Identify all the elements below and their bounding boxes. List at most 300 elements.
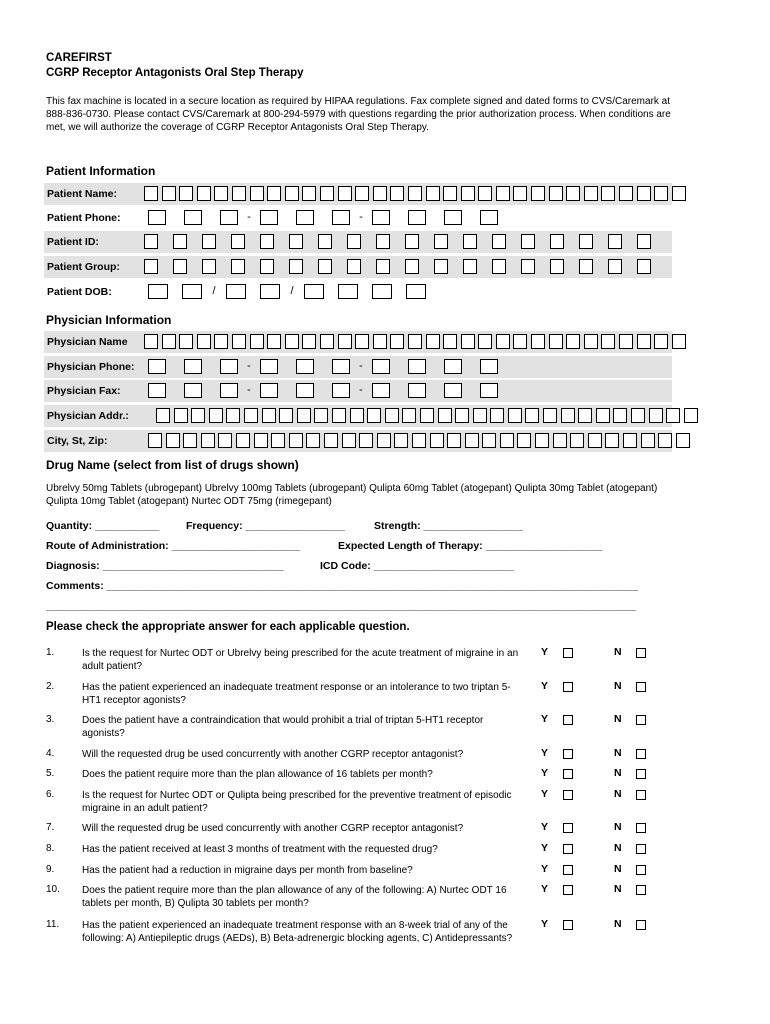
physician-addr-boxes[interactable] <box>156 408 701 423</box>
char-box[interactable] <box>197 186 211 201</box>
char-box[interactable] <box>658 433 672 448</box>
char-box[interactable] <box>260 284 280 299</box>
char-box[interactable] <box>289 234 303 249</box>
yes-checkbox[interactable] <box>563 769 573 779</box>
route-field[interactable]: Route of Administration: ______________________ <box>46 540 301 552</box>
char-box[interactable] <box>549 334 563 349</box>
yes-label: Y <box>541 821 549 833</box>
yes-label: Y <box>541 842 549 854</box>
char-box[interactable] <box>262 408 276 423</box>
char-box[interactable] <box>220 210 238 225</box>
char-box[interactable] <box>332 210 350 225</box>
char-box[interactable] <box>405 234 419 249</box>
char-box[interactable] <box>492 234 506 249</box>
char-box[interactable] <box>373 334 387 349</box>
char-box[interactable] <box>473 408 487 423</box>
patient-name-row <box>44 183 672 205</box>
patient-phone-label: Patient Phone: <box>47 212 121 224</box>
patient-id-label: Patient ID: <box>47 236 99 248</box>
char-box[interactable] <box>619 186 633 201</box>
question-number: 7. <box>46 822 55 833</box>
char-box[interactable] <box>480 210 498 225</box>
char-box[interactable] <box>408 334 422 349</box>
char-box[interactable] <box>492 259 506 274</box>
char-box[interactable] <box>513 186 527 201</box>
char-box[interactable] <box>461 334 475 349</box>
char-box[interactable] <box>408 383 426 398</box>
question-number: 8. <box>46 843 55 854</box>
char-box[interactable] <box>236 433 250 448</box>
char-box[interactable] <box>304 284 324 299</box>
char-box[interactable] <box>390 334 404 349</box>
patient-name-boxes[interactable] <box>144 186 689 201</box>
question-text: Is the request for Nurtec ODT or Ubrelvy being prescribed for the acute treatment of migraine in an adult patient? <box>82 648 519 672</box>
physician-fax-row <box>44 380 672 402</box>
no-checkbox[interactable] <box>636 648 646 658</box>
char-box[interactable] <box>318 259 332 274</box>
no-label: N <box>614 863 622 875</box>
question-number: 10. <box>46 884 60 895</box>
physician-name-label: Physician Name <box>47 336 128 348</box>
char-box[interactable] <box>443 186 457 201</box>
char-box[interactable] <box>254 433 268 448</box>
char-box[interactable] <box>179 334 193 349</box>
char-box[interactable] <box>184 383 202 398</box>
question-text: Has the patient received at least 3 months of treatment with the requested drug? <box>82 844 438 855</box>
char-box[interactable] <box>332 408 346 423</box>
char-box[interactable] <box>183 433 197 448</box>
questions-heading: Please check the appropriate answer for each applicable question. <box>46 621 410 633</box>
no-label: N <box>614 713 622 725</box>
char-box[interactable] <box>318 234 332 249</box>
char-box[interactable] <box>496 334 510 349</box>
yes-checkbox[interactable] <box>563 885 573 895</box>
question-number: 2. <box>46 681 55 692</box>
char-box[interactable] <box>579 234 593 249</box>
char-box[interactable] <box>296 359 314 374</box>
char-box[interactable] <box>162 334 176 349</box>
char-box[interactable] <box>465 433 479 448</box>
char-box[interactable] <box>500 433 514 448</box>
char-box[interactable] <box>376 234 390 249</box>
char-box[interactable] <box>232 334 246 349</box>
char-box[interactable] <box>285 334 299 349</box>
yes-checkbox[interactable] <box>563 865 573 875</box>
patient-group-boxes[interactable] <box>144 259 666 274</box>
char-box[interactable] <box>649 408 663 423</box>
patient-group-row <box>44 256 672 278</box>
char-box[interactable] <box>623 433 637 448</box>
char-box[interactable] <box>408 359 426 374</box>
char-box[interactable] <box>372 383 390 398</box>
yes-checkbox[interactable] <box>563 749 573 759</box>
char-box[interactable] <box>478 334 492 349</box>
no-checkbox[interactable] <box>636 920 646 930</box>
char-box[interactable] <box>144 334 158 349</box>
char-box[interactable] <box>338 284 358 299</box>
char-box[interactable] <box>285 186 299 201</box>
char-box[interactable] <box>420 408 434 423</box>
char-box[interactable] <box>406 284 426 299</box>
char-box[interactable] <box>637 234 651 249</box>
char-box[interactable] <box>684 408 698 423</box>
char-box[interactable] <box>402 408 416 423</box>
char-box[interactable] <box>144 259 158 274</box>
yes-checkbox[interactable] <box>563 844 573 854</box>
char-box[interactable] <box>182 284 202 299</box>
char-box[interactable] <box>144 234 158 249</box>
yes-label: Y <box>541 863 549 875</box>
yes-checkbox[interactable] <box>563 920 573 930</box>
char-box[interactable] <box>260 210 278 225</box>
char-box[interactable] <box>641 433 655 448</box>
char-box[interactable] <box>605 433 619 448</box>
char-box[interactable] <box>306 433 320 448</box>
physician-name-boxes[interactable] <box>144 334 689 349</box>
no-checkbox[interactable] <box>636 823 646 833</box>
separator: - <box>359 360 363 372</box>
physician-phone-row <box>44 356 672 378</box>
char-box[interactable] <box>148 210 166 225</box>
char-box[interactable] <box>513 334 527 349</box>
char-box[interactable] <box>570 433 584 448</box>
strength-field[interactable]: Strength: _________________ <box>374 520 523 532</box>
char-box[interactable] <box>608 259 622 274</box>
char-box[interactable] <box>444 210 462 225</box>
question-number: 3. <box>46 714 55 725</box>
char-box[interactable] <box>596 408 610 423</box>
form-title: CGRP Receptor Antagonists Oral Step Therapy <box>46 67 304 79</box>
physician-city-label: City, St, Zip: <box>47 435 108 447</box>
char-box[interactable] <box>232 186 246 201</box>
yes-checkbox[interactable] <box>563 682 573 692</box>
yes-label: Y <box>541 788 549 800</box>
physician-fax-label: Physician Fax: <box>47 385 121 397</box>
char-box[interactable] <box>412 433 426 448</box>
patient-name-label: Patient Name: <box>47 188 118 200</box>
char-box[interactable] <box>214 334 228 349</box>
patient-dob-boxes[interactable] <box>148 284 440 299</box>
drug-list: Ubrelvy 50mg Tablets (ubrogepant) Ubrelvy 100mg Tablets (ubrogepant) Qulipta 60mg Tablet (atogepant) Qulipta 30mg Tablet (atogepant) Qulipta 10mg Tablet (atogepant) Nurtec ODT 75mg (rimegepant) <box>46 483 658 507</box>
char-box[interactable] <box>478 186 492 201</box>
char-box[interactable] <box>260 259 274 274</box>
char-box[interactable] <box>578 408 592 423</box>
char-box[interactable] <box>174 408 188 423</box>
patient-id-row <box>44 231 672 253</box>
patient-phone-boxes[interactable] <box>148 210 516 225</box>
char-box[interactable] <box>220 383 238 398</box>
diagnosis-field[interactable]: Diagnosis: _______________________________ <box>46 560 284 572</box>
char-box[interactable] <box>372 284 392 299</box>
char-box[interactable] <box>549 186 563 201</box>
char-box[interactable] <box>179 186 193 201</box>
char-box[interactable] <box>461 186 475 201</box>
char-box[interactable] <box>148 284 168 299</box>
separator: / <box>212 285 216 297</box>
char-box[interactable] <box>601 186 615 201</box>
yes-label: Y <box>541 747 549 759</box>
char-box[interactable] <box>490 408 504 423</box>
question-text: Has the patient experienced an inadequate treatment response with an 8-week trial of any of the following: A) Antiepileptic drugs (AEDs), B) Beta-adrenergic blocking agents, C) Antidepressants? <box>82 920 513 944</box>
separator: - <box>247 211 251 223</box>
char-box[interactable] <box>637 186 651 201</box>
yes-label: Y <box>541 883 549 895</box>
char-box[interactable] <box>166 433 180 448</box>
char-box[interactable] <box>408 186 422 201</box>
char-box[interactable] <box>372 359 390 374</box>
quantity-field[interactable]: Quantity: ___________ <box>46 520 160 532</box>
char-box[interactable] <box>338 334 352 349</box>
yes-checkbox[interactable] <box>563 648 573 658</box>
no-label: N <box>614 883 622 895</box>
char-box[interactable] <box>191 408 205 423</box>
char-box[interactable] <box>342 433 356 448</box>
char-box[interactable] <box>289 259 303 274</box>
physician-info-heading: Physician Information <box>46 313 172 327</box>
icd-code-field[interactable]: ICD Code: ________________________ <box>320 560 514 572</box>
char-box[interactable] <box>260 383 278 398</box>
question-text: Will the requested drug be used concurrently with another CGRP receptor antagonist? <box>82 749 464 760</box>
char-box[interactable] <box>148 359 166 374</box>
char-box[interactable] <box>162 186 176 201</box>
char-box[interactable] <box>279 408 293 423</box>
char-box[interactable] <box>314 408 328 423</box>
char-box[interactable] <box>144 186 158 201</box>
char-box[interactable] <box>355 334 369 349</box>
char-box[interactable] <box>480 383 498 398</box>
char-box[interactable] <box>566 334 580 349</box>
char-box[interactable] <box>531 186 545 201</box>
char-box[interactable] <box>373 186 387 201</box>
question-number: 1. <box>46 647 55 658</box>
frequency-field[interactable]: Frequency: _________________ <box>186 520 345 532</box>
char-box[interactable] <box>376 259 390 274</box>
char-box[interactable] <box>517 433 531 448</box>
physician-addr-label: Physician Addr.: <box>47 410 129 422</box>
char-box[interactable] <box>408 210 426 225</box>
char-box[interactable] <box>148 383 166 398</box>
char-box[interactable] <box>350 408 364 423</box>
no-label: N <box>614 918 622 930</box>
char-box[interactable] <box>430 433 444 448</box>
no-label: N <box>614 842 622 854</box>
yes-checkbox[interactable] <box>563 790 573 800</box>
char-box[interactable] <box>619 334 633 349</box>
char-box[interactable] <box>231 234 245 249</box>
char-box[interactable] <box>197 334 211 349</box>
char-box[interactable] <box>296 383 314 398</box>
char-box[interactable] <box>463 259 477 274</box>
char-box[interactable] <box>250 186 264 201</box>
yes-label: Y <box>541 713 549 725</box>
char-box[interactable] <box>447 433 461 448</box>
char-box[interactable] <box>455 408 469 423</box>
question-text: Is the request for Nurtec ODT or Qulipta being prescribed for the preventive treatment of episodic migraine in an adult patient? <box>82 790 512 814</box>
char-box[interactable] <box>550 234 564 249</box>
char-box[interactable] <box>521 259 535 274</box>
char-box[interactable] <box>444 359 462 374</box>
char-box[interactable] <box>601 334 615 349</box>
no-checkbox[interactable] <box>636 769 646 779</box>
char-box[interactable] <box>267 334 281 349</box>
char-box[interactable] <box>173 259 187 274</box>
char-box[interactable] <box>434 234 448 249</box>
char-box[interactable] <box>372 210 390 225</box>
org-name: CAREFIRST <box>46 52 112 64</box>
char-box[interactable] <box>543 408 557 423</box>
yes-checkbox[interactable] <box>563 715 573 725</box>
char-box[interactable] <box>584 186 598 201</box>
char-box[interactable] <box>202 234 216 249</box>
char-box[interactable] <box>385 408 399 423</box>
char-box[interactable] <box>535 433 549 448</box>
physician-addr-row <box>44 405 672 427</box>
char-box[interactable] <box>244 408 258 423</box>
no-label: N <box>614 821 622 833</box>
physician-city-boxes[interactable] <box>148 433 693 448</box>
comments-line-2[interactable]: _____________________________________________________________________________________________________ <box>46 600 636 612</box>
char-box[interactable] <box>184 359 202 374</box>
char-box[interactable] <box>631 408 645 423</box>
char-box[interactable] <box>347 234 361 249</box>
char-box[interactable] <box>355 186 369 201</box>
char-box[interactable] <box>173 234 187 249</box>
char-box[interactable] <box>324 433 338 448</box>
char-box[interactable] <box>260 359 278 374</box>
char-box[interactable] <box>218 433 232 448</box>
char-box[interactable] <box>434 259 448 274</box>
char-box[interactable] <box>482 433 496 448</box>
char-box[interactable] <box>250 334 264 349</box>
question-number: 11. <box>46 919 60 930</box>
char-box[interactable] <box>214 186 228 201</box>
char-box[interactable] <box>184 210 202 225</box>
char-box[interactable] <box>463 234 477 249</box>
char-box[interactable] <box>444 383 462 398</box>
separator: - <box>247 384 251 396</box>
char-box[interactable] <box>579 259 593 274</box>
char-box[interactable] <box>608 234 622 249</box>
patient-id-boxes[interactable] <box>144 234 666 249</box>
char-box[interactable] <box>553 433 567 448</box>
char-box[interactable] <box>302 334 316 349</box>
char-box[interactable] <box>297 408 311 423</box>
char-box[interactable] <box>480 359 498 374</box>
char-box[interactable] <box>148 433 162 448</box>
char-box[interactable] <box>654 186 668 201</box>
char-box[interactable] <box>332 383 350 398</box>
char-box[interactable] <box>666 408 680 423</box>
char-box[interactable] <box>220 359 238 374</box>
no-checkbox[interactable] <box>636 844 646 854</box>
question-text: Will the requested drug be used concurrently with another CGRP receptor antagonist? <box>82 823 464 834</box>
char-box[interactable] <box>525 408 539 423</box>
physician-phone-label: Physician Phone: <box>47 361 135 373</box>
char-box[interactable] <box>156 408 170 423</box>
char-box[interactable] <box>496 186 510 201</box>
no-checkbox[interactable] <box>636 749 646 759</box>
yes-label: Y <box>541 767 549 779</box>
char-box[interactable] <box>202 259 216 274</box>
char-box[interactable] <box>320 334 334 349</box>
no-checkbox[interactable] <box>636 865 646 875</box>
char-box[interactable] <box>566 186 580 201</box>
char-box[interactable] <box>289 433 303 448</box>
char-box[interactable] <box>521 234 535 249</box>
char-box[interactable] <box>332 359 350 374</box>
char-box[interactable] <box>561 408 575 423</box>
char-box[interactable] <box>347 259 361 274</box>
no-checkbox[interactable] <box>636 885 646 895</box>
char-box[interactable] <box>271 433 285 448</box>
char-box[interactable] <box>405 259 419 274</box>
char-box[interactable] <box>394 433 408 448</box>
no-checkbox[interactable] <box>636 790 646 800</box>
yes-checkbox[interactable] <box>563 823 573 833</box>
physician-fax-boxes[interactable] <box>148 383 516 398</box>
char-box[interactable] <box>359 433 373 448</box>
char-box[interactable] <box>367 408 381 423</box>
no-checkbox[interactable] <box>636 682 646 692</box>
char-box[interactable] <box>338 186 352 201</box>
char-box[interactable] <box>390 186 404 201</box>
char-box[interactable] <box>209 408 223 423</box>
separator: - <box>359 211 363 223</box>
question-number: 5. <box>46 768 55 779</box>
char-box[interactable] <box>613 408 627 423</box>
yes-label: Y <box>541 918 549 930</box>
char-box[interactable] <box>438 408 452 423</box>
physician-name-row <box>44 331 672 353</box>
patient-dob-label: Patient DOB: <box>47 286 112 298</box>
char-box[interactable] <box>584 334 598 349</box>
char-box[interactable] <box>226 408 240 423</box>
question-number: 9. <box>46 864 55 875</box>
char-box[interactable] <box>426 334 440 349</box>
question-text: Has the patient experienced an inadequate treatment response or an intolerance to two triptan 5-HT1 receptor agonists? <box>82 682 511 706</box>
char-box[interactable] <box>676 433 690 448</box>
char-box[interactable] <box>637 259 651 274</box>
char-box[interactable] <box>672 334 686 349</box>
separator: - <box>247 360 251 372</box>
physician-phone-boxes[interactable] <box>148 359 516 374</box>
char-box[interactable] <box>296 210 314 225</box>
comments-field[interactable]: Comments: ___________________________________________________________________________________________ <box>46 580 639 592</box>
no-label: N <box>614 747 622 759</box>
char-box[interactable] <box>267 186 281 201</box>
char-box[interactable] <box>672 186 686 201</box>
no-checkbox[interactable] <box>636 715 646 725</box>
physician-city-row <box>44 430 672 452</box>
char-box[interactable] <box>654 334 668 349</box>
therapy-length-field[interactable]: Expected Length of Therapy: ____________________ <box>338 540 603 552</box>
question-text: Does the patient require more than the plan allowance of 16 tablets per month? <box>82 769 433 780</box>
char-box[interactable] <box>508 408 522 423</box>
char-box[interactable] <box>201 433 215 448</box>
char-box[interactable] <box>260 234 274 249</box>
char-box[interactable] <box>377 433 391 448</box>
char-box[interactable] <box>302 186 316 201</box>
char-box[interactable] <box>231 259 245 274</box>
char-box[interactable] <box>426 186 440 201</box>
char-box[interactable] <box>588 433 602 448</box>
char-box[interactable] <box>443 334 457 349</box>
char-box[interactable] <box>550 259 564 274</box>
char-box[interactable] <box>226 284 246 299</box>
char-box[interactable] <box>320 186 334 201</box>
char-box[interactable] <box>637 334 651 349</box>
char-box[interactable] <box>531 334 545 349</box>
